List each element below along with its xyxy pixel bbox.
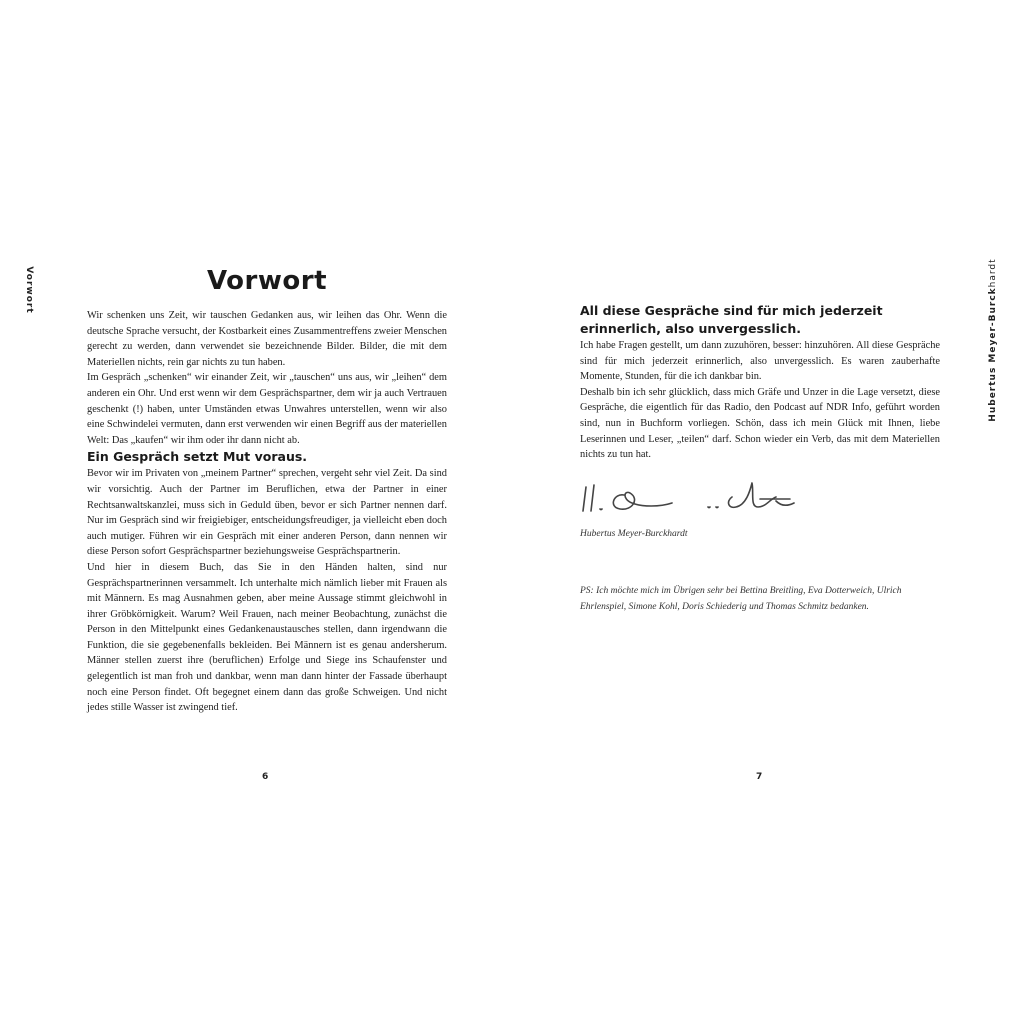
side-tab-chapter: Vorwort (24, 266, 34, 314)
right-paragraph: Deshalb bin ich sehr glücklich, dass mich Gräfe und Unzer in die Lage versetzt, diese Gespräche, die eigentlich für das Radio, den Podcast auf NDR Info, geführt worden sind, nun in Buchform vorliegen. Schön, dass ich mein Glück mit Ihnen, liebe Leserinnen und Leser, „teilen“ darf. Schon wieder ein Verb, das mit dem Materiellen nichts zu tun hat. (580, 386, 940, 461)
intro-paragraph: Wir schenken uns Zeit, wir tauschen Gedanken aus, wir leihen das Ohr. Wenn die deutsche Sprache versucht, der Kostbarkeit eines Zusammentreffens zweier Menschen gerecht zu werden, dann verwendet sie bezeichnende Bilder. Bilder, die mit dem Materiellen nichts, rein gar nichts zu tun haben. (87, 310, 447, 368)
right-heading: All diese Gespräche sind für mich jederzeit erinnerlich, also unvergesslich. (580, 303, 883, 336)
section-paragraph: Bevor wir im Privaten von „meinem Partner“ sprechen, vergeht sehr viel Zeit. Da sind wir vorsichtig. Auch der Partner im Beruflichen, etwa der Partner in einer Rechtsanwaltskanzlei, muss sich in Geduld üben, bevor er sich Partner nennen darf. Nur im Gespräch sind wir freigiebiger, entscheidungsfreudiger, ja vielleicht eben doch auch mutiger. Führen wir ein Gespräch mit einer anderen Person, dann nennen wir diese Person sofort Gesprächspartner beziehungsweise Gesprächspartnerin. (87, 468, 447, 558)
intro-paragraph: Im Gespräch „schenken“ wir einander Zeit, wir „tauschen“ uns aus, wir „leihen“ dem anderen ein Ohr. Und erst wenn wir dem Gesprächspartner, dem wir ja auch Vertrauen geschenkt (!) haben, unter Umständen etwas Unwahres unterstellen, wenn wir also eine Schwindelei vermuten, dann erst verwenden wir einen Begriff aus der materiellen Welt: Das „kaufen“ wir ihm oder ihr dann nicht ab. (87, 372, 447, 446)
left-page (87, 266, 447, 716)
section-subheading: Ein Gespräch setzt Mut voraus. (87, 449, 308, 465)
side-tab-author-light: hardt (988, 258, 998, 288)
page-title: Vorwort (206, 266, 328, 296)
handwritten-signature (580, 477, 810, 521)
signature-name: Hubertus Meyer-Burckhardt (580, 528, 688, 539)
right-paragraph: Ich habe Fragen gestellt, um dann zuzuhören, besser: hinzuhören. All diese Gespräche sind für mich jederzeit erinnerlich, also unvergesslich. Es waren zauberhafte Momente, Stunden, für die ich dankbar bin. (580, 340, 940, 383)
signature-graphic (580, 477, 810, 521)
page-number-right: 7 (756, 772, 763, 782)
section-paragraph: Und hier in diesem Buch, das Sie in den Händen halten, sind nur Gesprächspartnerinnen versammelt. Ich unterhalte mich nämlich lieber mit Frauen als mit Männern. Es mag Ausnahmen geben, aber meine Aussage stimmt gleichwohl in ihrer Gröbkörnigkeit. Warum? Weil Frauen, nach meiner Beobachtung, zunächst die Person in den Mittelpunkt eines Gedankenaustausches stellen, dann irgendwann die Funktion, die sie gegebenenfalls bekleiden. Bei Männern ist es genau andersherum. Männer stellen zuerst ihre (beruflichen) Erfolge und Siege ins Schaufenster und gelegentlich ist man froh und dankbar, wenn man dann hinter der Fassade überhaupt noch eine Person findet. Oft begegnet einem dann das große Schweigen. Und nicht jedes stille Wasser ist zwingend tief. (87, 561, 447, 714)
right-page (580, 302, 940, 615)
side-tab-author-bold: Hubertus Meyer-Burck (988, 287, 998, 422)
side-tab-author (988, 258, 998, 421)
page-number-left: 6 (262, 772, 269, 782)
postscript: PS: Ich möchte mich im Übrigen sehr bei Bettina Breitling, Eva Dotterweich, Ulrich Ehrlenspiel, Simone Kohl, Doris Schiederig und Thomas Schmitz bedanken. (580, 585, 902, 612)
